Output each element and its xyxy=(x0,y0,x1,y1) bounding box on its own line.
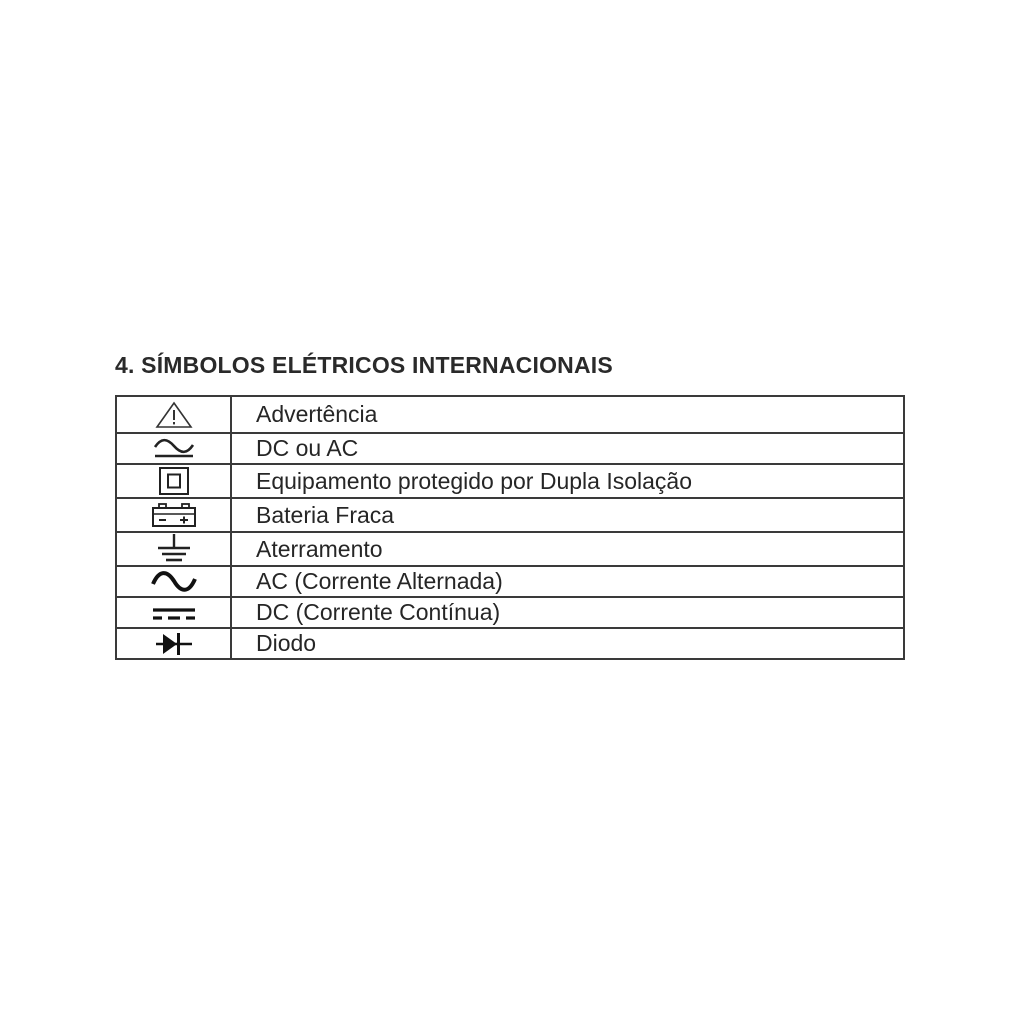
symbol-label: Equipamento protegido por Dupla Isolação xyxy=(231,464,904,498)
table-row xyxy=(116,433,904,464)
ground-icon xyxy=(154,533,194,565)
symbol-label: Diodo xyxy=(231,628,904,659)
symbol-cell xyxy=(116,532,231,566)
symbols-table xyxy=(115,395,905,660)
dc-icon xyxy=(151,602,197,624)
section-title: 4. SÍMBOLOS ELÉTRICOS INTERNACIONAIS xyxy=(115,352,613,378)
table-row xyxy=(116,532,904,566)
low-battery-icon xyxy=(151,502,197,528)
symbol-cell xyxy=(116,498,231,532)
symbol-label: DC (Corrente Contínua) xyxy=(231,597,904,628)
double-insulation-icon xyxy=(158,466,190,496)
symbol-label: Aterramento xyxy=(231,532,904,566)
table-row xyxy=(116,464,904,498)
table-row xyxy=(116,396,904,433)
symbol-cell xyxy=(116,396,231,433)
symbol-label: Advertência xyxy=(231,396,904,433)
dc-or-ac-icon xyxy=(152,436,196,462)
ac-icon xyxy=(150,568,198,596)
table-row xyxy=(116,566,904,597)
symbol-label: Bateria Fraca xyxy=(231,498,904,532)
table-row xyxy=(116,628,904,659)
warning-triangle-icon xyxy=(154,401,194,429)
symbol-label: DC ou AC xyxy=(231,433,904,464)
table-row xyxy=(116,597,904,628)
symbol-cell xyxy=(116,464,231,498)
symbol-cell xyxy=(116,597,231,628)
symbol-label: AC (Corrente Alternada) xyxy=(231,566,904,597)
symbol-cell xyxy=(116,628,231,659)
symbol-cell xyxy=(116,566,231,597)
symbol-cell xyxy=(116,433,231,464)
diode-icon xyxy=(153,631,195,657)
table-row xyxy=(116,498,904,532)
